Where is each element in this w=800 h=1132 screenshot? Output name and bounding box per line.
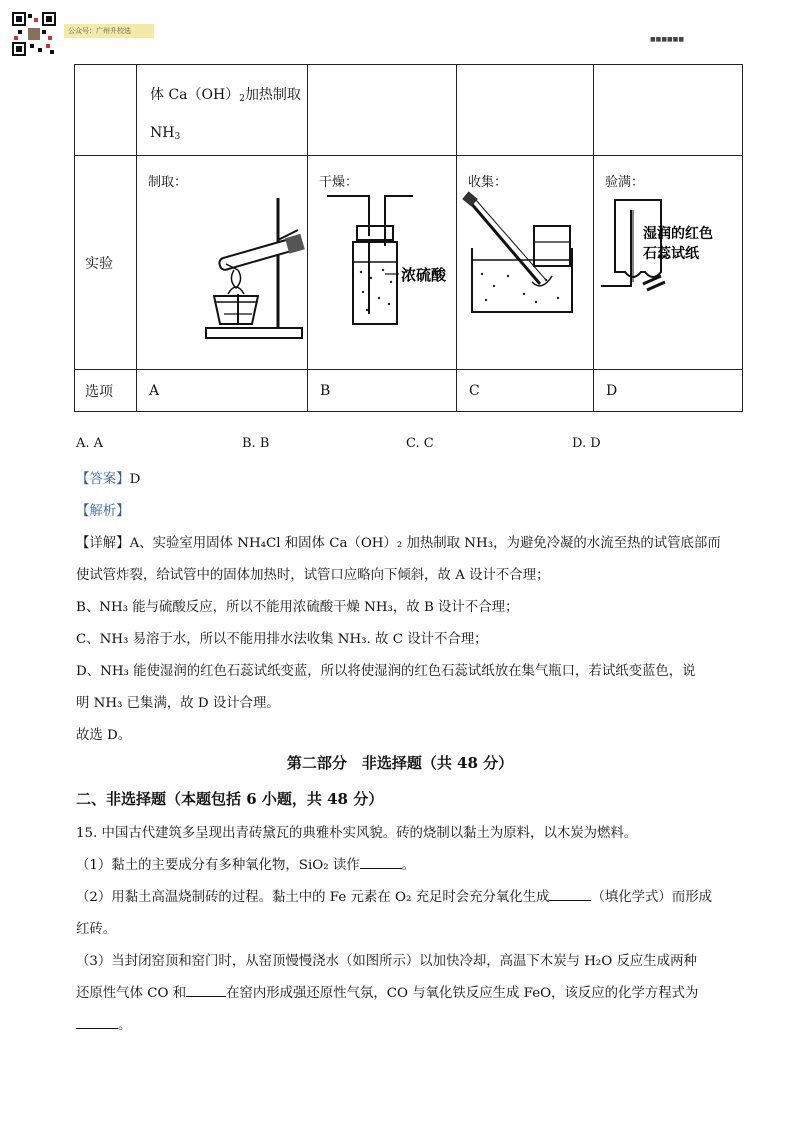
detail-text: A、实验室用固体 NH₄Cl 和固体 Ca（OH）₂ 加热制取 NH₃，为避免冷凝的水流至热的试管底部而 (129, 536, 721, 551)
row-label-experiment: 实验 (75, 156, 137, 370)
q15-p3-text-end: 在窑内形成强还原性气氛，CO 与氧化铁反应生成 FeO，该反应的化学方程式为 (226, 986, 699, 1001)
answer-choices (76, 436, 736, 456)
cell-text: 加热制取 (244, 87, 301, 103)
answer-value: D (129, 472, 141, 487)
q15-part3-line3 (76, 1014, 131, 1033)
subscript: 2 (239, 94, 245, 104)
litmus-test-figure (595, 190, 741, 340)
q15-p1-end: 。 (401, 858, 415, 873)
q15-part2-line2: 红砖。 (76, 922, 117, 937)
detail-line-5: D、NH₃ 能使湿润的红色石蕊试纸变蓝，所以将使湿润的红色石蕊试纸放在集气瓶口，若试纸变蓝色，说 (76, 664, 696, 679)
choice-a: A. A (76, 436, 104, 451)
option-cell: C (457, 370, 594, 412)
answer-blank[interactable] (549, 888, 591, 901)
table-cell (308, 65, 457, 156)
table-cell (457, 156, 594, 370)
table-cell (137, 65, 308, 156)
table-cell (137, 156, 308, 370)
table-cell (75, 65, 137, 156)
q15-p2-end: （填化学式）而形成 (591, 890, 712, 905)
answer-blank[interactable] (76, 1016, 118, 1029)
section-heading: 二、非选择题（本题包括 6 小题，共 48 分） (76, 790, 384, 808)
reagent-label: 浓硫酸 (401, 266, 447, 284)
detail-line-1 (76, 532, 721, 551)
litmus-note-line1: 湿润的红色 (643, 226, 713, 242)
caption-preparation: 制取： (148, 175, 188, 190)
experiment-table (74, 64, 743, 412)
caption-collection: 收集： (468, 175, 508, 190)
detail-line-7: 故选 D。 (76, 728, 132, 743)
answer-blank[interactable] (360, 856, 402, 869)
table-cell (594, 65, 743, 156)
table-cell (308, 156, 457, 370)
heating-apparatus-figure (138, 190, 306, 360)
detail-line-4: C、NH₃ 易溶于水，所以不能用排水法收集 NH₃. 故 C 设计不合理； (76, 632, 488, 647)
table-row (75, 370, 743, 412)
q15-part3-line2 (76, 982, 698, 1001)
choice-d: D. D (572, 436, 601, 451)
banner: 公众号：广州升校选 (64, 24, 154, 38)
option-cell: B (308, 370, 457, 412)
option-cell: A (137, 370, 308, 412)
litmus-note-line2: 石蕊试纸 (643, 246, 699, 262)
table-row (75, 65, 743, 156)
q15-part2 (76, 886, 712, 905)
detail-line-6: 明 NH₃ 已集满，故 D 设计合理。 (76, 696, 280, 711)
qr-code-icon (12, 12, 56, 56)
q15-p2-text: （2）用黏土高温烧制砖的过程。黏土中的 Fe 元素在 O₂ 充足时会充分氧化生成 (76, 890, 550, 905)
water-displacement-figure (458, 190, 592, 340)
detail-label: 【详解】 (76, 536, 130, 551)
q15-p3-end: 。 (118, 1018, 132, 1033)
choice-b: B. B (242, 436, 270, 451)
table-row (75, 156, 743, 370)
answer-line (76, 468, 140, 487)
cell-text: NH (150, 125, 175, 141)
q15-p1-text: （1）黏土的主要成分有多种氧化物，SiO₂ 读作 (76, 858, 360, 873)
answer-blank[interactable] (186, 984, 226, 997)
corner-mark: ■■■■■■ (650, 36, 685, 43)
caption-drying: 干燥： (319, 175, 359, 190)
subscript: 3 (174, 132, 181, 142)
section-title: 第二部分 非选择题（共 48 分） (286, 754, 514, 772)
cell-text: 体 Ca（OH） (150, 87, 240, 103)
analysis-label: 【解析】 (76, 504, 130, 519)
q15-stem: 15. 中国古代建筑多呈现出青砖黛瓦的典雅朴实风貌。砖的烧制以黏土为原料，以木炭为燃料。 (76, 826, 638, 841)
q15-part1 (76, 854, 415, 873)
q15-part3: （3）当封闭窑顶和窑门时，从窑顶慢慢浇水（如图所示）以加快冷却，高温下木炭与 H₂O 反应生成两种 (76, 954, 697, 969)
q15-p3-text: 还原性气体 CO 和 (76, 986, 187, 1001)
choice-c: C. C (406, 436, 434, 451)
answer-label: 【答案】 (76, 472, 130, 487)
row-label-option: 选项 (75, 370, 137, 412)
table-cell (594, 156, 743, 370)
gas-washing-bottle-figure (309, 190, 455, 340)
option-cell: D (594, 370, 743, 412)
detail-line-2: 使试管炸裂，给试管中的固体加热时，试管口应略向下倾斜，故 A 设计不合理； (76, 568, 550, 583)
table-cell (457, 65, 594, 156)
detail-line-3: B、NH₃ 能与硫酸反应，所以不能用浓硫酸干燥 NH₃，故 B 设计不合理； (76, 600, 519, 615)
caption-verification: 验满： (605, 175, 645, 190)
